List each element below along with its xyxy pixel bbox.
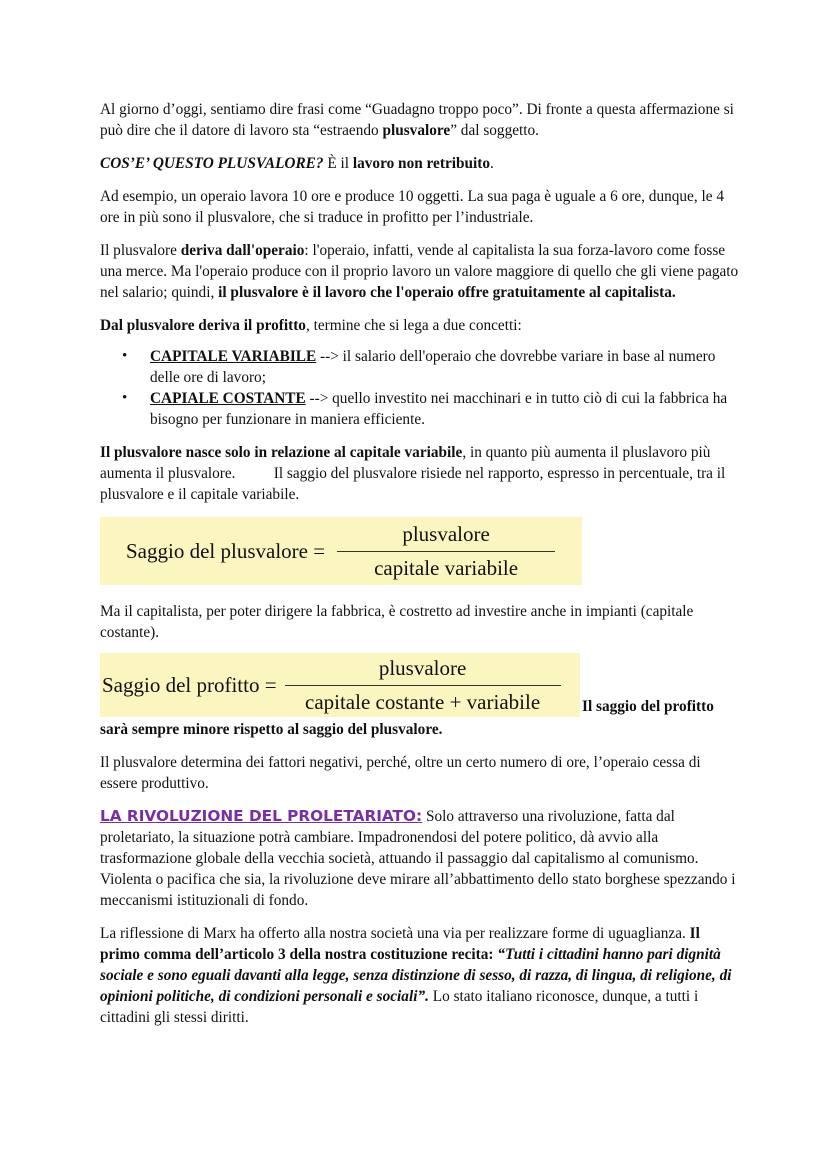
text: Il plusvalore	[100, 242, 181, 259]
formula-fraction	[337, 521, 555, 580]
bullet-icon: •	[122, 390, 128, 406]
section-heading: LA RIVOLUZIONE DEL PROLETARIATO:	[100, 807, 423, 825]
text: Lo stato italiano riconosce, dunque, a tutti i cittadini gli stessi diritti.	[100, 988, 699, 1026]
text: È il	[323, 155, 353, 172]
text: Al giorno d’oggi, sentiamo dire frasi come “Guadagno troppo poco”. Di fronte a questa affermazione si può dire che il datore di lavoro sta “estraendo	[100, 101, 734, 139]
formula-fraction	[285, 655, 561, 714]
formula-numerator: plusvalore	[402, 521, 490, 546]
text: ” dal soggetto.	[450, 122, 539, 139]
paragraph-question	[100, 153, 740, 174]
paragraph-example: Ad esempio, un operaio lavora 10 ore e produce 10 oggetti. La sua paga è uguale a 6 ore, dunque, le 4 ore in più sono il plusvalore, che si traduce in profitto per l’industriale.	[100, 188, 724, 226]
formula-surplus-rate	[100, 517, 582, 585]
document-body	[100, 99, 740, 1040]
text: , in quanto più aumenta il pluslavoro più aumenta il plusvalore. Il saggio del plusvalore risiede nel rapporto, espresso in percentuale, tra il plusvalore e il capitale variabile.	[100, 444, 730, 503]
bold-term: il plusvalore è il lavoro che l'operaio offre gratuitamente al capitalista.	[218, 284, 676, 301]
formula-denominator: capitale variabile	[374, 555, 519, 580]
text: .	[490, 155, 494, 172]
bold-term: Il primo comma dell’articolo 3 della nostra costituzione recita:	[100, 925, 700, 963]
paragraph-revolution	[100, 806, 740, 911]
bold-term: deriva dall'operaio	[180, 242, 305, 259]
list-item	[122, 388, 740, 430]
capital-list	[100, 346, 740, 430]
paragraph-derivation	[100, 240, 740, 303]
text: , termine che si lega a due concetti:	[305, 317, 522, 334]
bold-term: lavoro non retribuito	[352, 155, 490, 172]
formula-profit-row	[100, 653, 740, 717]
bullet-icon: •	[122, 348, 128, 364]
text: : l'operaio, infatti, vende al capitalista la sua forza-lavoro come fosse una merce. Ma l'operaio produce con il proprio lavoro un valore maggiore di quello che gli viene pagato nel salario; quindi,	[100, 242, 739, 301]
bold-term: Il plusvalore nasce solo in relazione al capitale variabile	[100, 444, 463, 461]
paragraph-constitution	[100, 923, 740, 1028]
paragraph-profit	[100, 315, 740, 336]
formula-numerator: plusvalore	[378, 655, 467, 680]
paragraph-profit-conclusion	[100, 719, 740, 740]
formula-lhs: Saggio del profitto =	[102, 672, 277, 697]
bold-term: Dal plusvalore deriva il profitto	[100, 317, 306, 334]
paragraph-variable-capital	[100, 442, 740, 505]
text: Solo attraverso una rivoluzione, fatta dal proletariato, la situazione potrà cambiare. Impadronendosi del potere politico, dà avvio alla trasformazione globale della vecchia società, attuando il passaggio dal capitalismo al comunismo. Violenta o pacifica che sia, la rivoluzione deve mirare all’abbattimento dello stato borghese spezzando i meccanismi istituzionali di fondo.	[100, 808, 736, 909]
list-term: CAPIALE COSTANTE	[150, 390, 306, 407]
list-term: CAPITALE VARIABILE	[150, 348, 317, 365]
paragraph-intro	[100, 99, 740, 141]
list-text: --> quello investito nei macchinari e in tutto ciò di cui la fabbrica ha bisogno per funzionare in maniera efficiente.	[150, 390, 728, 428]
formula-denominator: capitale costante + variabile	[305, 689, 541, 714]
paragraph-constant-capital: Ma il capitalista, per poter dirigere la fabbrica, è costretto ad investire anche in impianti (capitale costante).	[100, 603, 694, 641]
question-heading: COS’E’ QUESTO PLUSVALORE?	[100, 155, 324, 172]
formula-lhs: Saggio del plusvalore =	[126, 538, 326, 563]
formula-tail-text: Il saggio del profitto	[582, 698, 714, 715]
bold-term: sarà sempre minore rispetto al saggio del plusvalore.	[100, 721, 443, 738]
formula-profit-rate	[100, 653, 580, 717]
list-item	[122, 346, 740, 388]
quote-text: “Tutti i cittadini hanno pari dignità sociale e sono eguali davanti alla legge, senza distinzione di sesso, di razza, di lingua, di religione, di opinioni politiche, di condizioni personali e sociali”.	[100, 946, 732, 1005]
text: La riflessione di Marx ha offerto alla nostra società una via per realizzare forme di uguaglianza.	[100, 925, 690, 942]
paragraph-negative-factors: Il plusvalore determina dei fattori negativi, perché, oltre un certo numero di ore, l’operaio cessa di essere produttivo.	[100, 754, 701, 792]
bold-term: plusvalore	[382, 122, 451, 139]
list-text: --> il salario dell'operaio che dovrebbe variare in base al numero delle ore di lavoro;	[150, 348, 716, 386]
